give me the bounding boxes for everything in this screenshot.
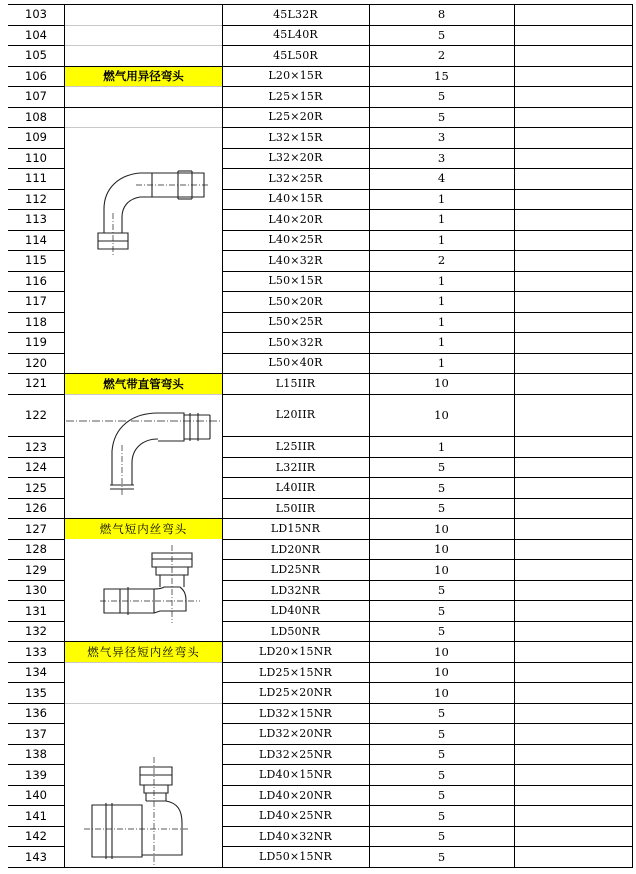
quantity: 1 <box>437 314 446 329</box>
row-divider <box>8 723 65 724</box>
row-number: 140 <box>25 788 47 803</box>
row-divider <box>8 805 65 806</box>
row-number: 132 <box>25 624 47 639</box>
model-code: LD40×32NR <box>258 829 333 843</box>
row-number: 127 <box>25 521 47 536</box>
quantity: 10 <box>434 407 449 422</box>
row-divider <box>8 66 65 67</box>
category-label: 燃气异径短内丝弯头 <box>65 642 222 662</box>
row-divider <box>222 250 633 251</box>
row-divider <box>222 86 633 87</box>
model-code: L25×15R <box>268 89 323 103</box>
model-code: L40×32R <box>268 253 323 267</box>
row-divider <box>8 189 65 190</box>
row-number: 103 <box>25 7 47 22</box>
model-code: L20×15R <box>268 69 323 83</box>
reducing-elbow-icon <box>92 163 210 255</box>
row-divider <box>222 621 633 622</box>
quantity: 10 <box>434 644 449 659</box>
row-divider <box>8 498 65 499</box>
row-divider <box>64 641 222 642</box>
row-divider <box>222 682 633 683</box>
row-divider <box>8 744 65 745</box>
row-number: 115 <box>25 253 47 268</box>
model-code: L40×20R <box>268 212 323 226</box>
quantity: 5 <box>437 788 446 803</box>
row-number: 105 <box>25 48 47 63</box>
row-divider <box>8 477 65 478</box>
model-code: LD25×15NR <box>258 665 333 679</box>
row-number: 116 <box>25 273 47 288</box>
model-code: L20IIR <box>275 408 316 422</box>
row-divider <box>8 580 65 581</box>
row-divider <box>8 45 65 46</box>
row-divider <box>222 353 633 354</box>
row-divider <box>222 826 633 827</box>
model-code: LD25×20NR <box>258 686 333 700</box>
model-code: L40×15R <box>268 192 323 206</box>
model-code: LD40×15NR <box>258 768 333 782</box>
quantity: 1 <box>437 439 446 454</box>
quantity: 2 <box>437 253 446 268</box>
model-code: L32×15R <box>268 130 323 144</box>
row-divider <box>8 703 65 704</box>
model-code: L25×20R <box>268 110 323 124</box>
model-code: LD50×15NR <box>258 850 333 864</box>
row-number: 138 <box>25 747 47 762</box>
row-divider <box>8 127 65 128</box>
row-divider <box>222 127 633 128</box>
row-divider <box>64 25 222 26</box>
row-divider <box>8 291 65 292</box>
row-divider <box>8 271 65 272</box>
row-divider <box>8 148 65 149</box>
row-divider <box>222 291 633 292</box>
quantity: 1 <box>437 273 446 288</box>
row-divider <box>222 785 633 786</box>
category-label: 燃气带直管弯头 <box>65 374 222 394</box>
row-divider <box>222 477 633 478</box>
quantity: 1 <box>437 191 446 206</box>
row-divider <box>64 66 222 67</box>
model-code: 45L32R <box>273 7 318 21</box>
row-divider <box>8 539 65 540</box>
row-number: 130 <box>25 583 47 598</box>
row-divider <box>222 107 633 108</box>
model-code: LD15NR <box>270 522 321 536</box>
row-number: 141 <box>25 808 47 823</box>
quantity: 4 <box>437 171 446 186</box>
quantity: 5 <box>437 849 446 864</box>
quantity: 3 <box>437 130 446 145</box>
row-divider <box>64 86 222 87</box>
quantity: 5 <box>437 726 446 741</box>
quantity: 1 <box>437 355 446 370</box>
row-divider <box>222 394 633 395</box>
row-divider <box>222 559 633 560</box>
row-divider <box>222 312 633 313</box>
row-divider <box>8 662 65 663</box>
row-number: 108 <box>25 109 47 124</box>
row-number: 129 <box>25 562 47 577</box>
row-divider <box>8 230 65 231</box>
row-divider <box>8 312 65 313</box>
category-label: 燃气短内丝弯头 <box>65 519 222 539</box>
row-divider <box>8 25 65 26</box>
column-divider <box>64 4 65 868</box>
model-code: L32×20R <box>268 151 323 165</box>
quantity: 5 <box>437 603 446 618</box>
model-code: LD25NR <box>270 563 321 577</box>
reducing-short-female-thread-elbow-icon <box>84 757 192 865</box>
row-number: 111 <box>25 171 47 186</box>
quantity: 10 <box>434 376 449 391</box>
quantity: 5 <box>437 480 446 495</box>
row-divider <box>64 662 222 663</box>
row-number: 117 <box>25 294 47 309</box>
row-number: 125 <box>25 480 47 495</box>
model-code: LD20NR <box>270 542 321 556</box>
row-number: 134 <box>25 665 47 680</box>
quantity: 5 <box>437 583 446 598</box>
row-divider <box>222 805 633 806</box>
model-code: L15IIR <box>275 376 316 390</box>
row-divider <box>8 846 65 847</box>
row-divider <box>222 4 633 5</box>
row-divider <box>8 394 65 395</box>
row-divider <box>64 127 222 128</box>
row-number: 109 <box>25 130 47 145</box>
model-code: L50×20R <box>268 294 323 308</box>
column-divider <box>222 4 223 868</box>
row-divider <box>222 846 633 847</box>
row-number: 135 <box>25 685 47 700</box>
row-number: 131 <box>25 603 47 618</box>
row-divider <box>8 353 65 354</box>
row-number: 133 <box>25 644 47 659</box>
row-number: 112 <box>25 191 47 206</box>
row-divider <box>8 682 65 683</box>
row-number: 122 <box>25 407 47 422</box>
row-number: 110 <box>25 150 47 165</box>
quantity: 5 <box>437 767 446 782</box>
row-number: 142 <box>25 829 47 844</box>
quantity: 10 <box>434 542 449 557</box>
quantity: 10 <box>434 665 449 680</box>
row-number: 124 <box>25 460 47 475</box>
quantity: 10 <box>434 685 449 700</box>
row-divider <box>222 45 633 46</box>
row-divider <box>8 867 65 868</box>
row-divider <box>222 580 633 581</box>
row-divider <box>222 436 633 437</box>
row-divider <box>64 4 222 5</box>
quantity: 5 <box>437 27 446 42</box>
row-divider <box>8 826 65 827</box>
row-number: 143 <box>25 849 47 864</box>
model-code: LD40NR <box>270 604 321 618</box>
row-number: 104 <box>25 27 47 42</box>
model-code: L32×25R <box>268 171 323 185</box>
model-code: L50IIR <box>275 501 316 515</box>
quantity: 5 <box>437 808 446 823</box>
category-label: 燃气用异径弯头 <box>65 67 222 87</box>
quantity: 5 <box>437 460 446 475</box>
row-divider <box>222 518 633 519</box>
row-divider <box>222 867 633 868</box>
quantity: 5 <box>437 501 446 516</box>
model-code: LD50NR <box>270 624 321 638</box>
row-divider <box>222 332 633 333</box>
row-divider <box>8 764 65 765</box>
row-divider <box>8 107 65 108</box>
quantity: 10 <box>434 562 449 577</box>
row-divider <box>8 332 65 333</box>
row-divider <box>8 641 65 642</box>
short-female-thread-elbow-icon <box>100 545 206 623</box>
model-code: L40IIR <box>275 481 316 495</box>
row-divider <box>64 394 222 395</box>
quantity: 5 <box>437 109 446 124</box>
row-divider <box>222 230 633 231</box>
row-number: 123 <box>25 439 47 454</box>
row-divider <box>64 703 222 704</box>
row-number: 119 <box>25 335 47 350</box>
column-divider <box>514 4 515 868</box>
quantity: 1 <box>437 232 446 247</box>
row-divider <box>8 168 65 169</box>
row-divider <box>222 168 633 169</box>
row-divider <box>8 250 65 251</box>
row-divider <box>222 148 633 149</box>
row-number: 120 <box>25 355 47 370</box>
row-number: 118 <box>25 314 47 329</box>
quantity: 8 <box>437 7 446 22</box>
row-number: 128 <box>25 542 47 557</box>
row-divider <box>222 66 633 67</box>
row-divider <box>222 457 633 458</box>
row-divider <box>64 373 222 374</box>
row-divider <box>222 189 633 190</box>
model-code: LD40×25NR <box>258 809 333 823</box>
elbow-with-straight-pipe-icon <box>66 405 220 495</box>
row-number: 114 <box>25 232 47 247</box>
quantity: 10 <box>434 521 449 536</box>
row-divider <box>64 867 222 868</box>
row-divider <box>8 86 65 87</box>
quantity: 5 <box>437 706 446 721</box>
model-code: L50×25R <box>268 315 323 329</box>
row-divider <box>8 209 65 210</box>
row-divider <box>222 764 633 765</box>
row-number: 126 <box>25 501 47 516</box>
row-number: 113 <box>25 212 47 227</box>
row-divider <box>222 600 633 601</box>
row-divider <box>8 600 65 601</box>
row-divider <box>8 518 65 519</box>
row-divider <box>8 785 65 786</box>
model-code: LD20×15NR <box>258 645 333 659</box>
row-divider <box>8 457 65 458</box>
row-number: 137 <box>25 726 47 741</box>
model-code: L50×15R <box>268 274 323 288</box>
model-code: 45L50R <box>273 48 318 62</box>
quantity: 5 <box>437 89 446 104</box>
row-divider <box>8 4 65 5</box>
row-divider <box>222 723 633 724</box>
row-divider <box>222 498 633 499</box>
row-divider <box>222 373 633 374</box>
model-code: L40×25R <box>268 233 323 247</box>
row-divider <box>222 662 633 663</box>
model-code: LD40×20NR <box>258 788 333 802</box>
row-divider <box>8 373 65 374</box>
row-divider <box>222 209 633 210</box>
row-number: 106 <box>25 68 47 83</box>
quantity: 15 <box>434 68 449 83</box>
quantity: 5 <box>437 829 446 844</box>
row-number: 107 <box>25 89 47 104</box>
model-code: LD32NR <box>270 583 321 597</box>
model-code: 45L40R <box>273 28 318 42</box>
row-divider <box>222 703 633 704</box>
row-divider <box>222 539 633 540</box>
row-divider <box>8 621 65 622</box>
model-code: L25IIR <box>275 440 316 454</box>
quantity: 2 <box>437 48 446 63</box>
quantity: 5 <box>437 747 446 762</box>
row-divider <box>64 107 222 108</box>
row-divider <box>222 25 633 26</box>
model-code: L32IIR <box>275 460 316 474</box>
row-number: 121 <box>25 376 47 391</box>
model-code: LD32×25NR <box>258 747 333 761</box>
row-divider <box>222 641 633 642</box>
row-divider <box>222 271 633 272</box>
row-number: 136 <box>25 706 47 721</box>
quantity: 1 <box>437 212 446 227</box>
column-divider <box>369 4 370 868</box>
quantity: 5 <box>437 624 446 639</box>
quantity: 1 <box>437 335 446 350</box>
row-number: 139 <box>25 767 47 782</box>
quantity: 3 <box>437 150 446 165</box>
row-divider <box>64 518 222 519</box>
row-divider <box>222 744 633 745</box>
row-divider <box>8 436 65 437</box>
row-divider <box>64 45 222 46</box>
model-code: L50×40R <box>268 356 323 370</box>
quantity: 1 <box>437 294 446 309</box>
row-divider <box>8 559 65 560</box>
column-divider <box>632 4 633 868</box>
model-code: LD32×15NR <box>258 706 333 720</box>
model-code: LD32×20NR <box>258 727 333 741</box>
model-code: L50×32R <box>268 335 323 349</box>
